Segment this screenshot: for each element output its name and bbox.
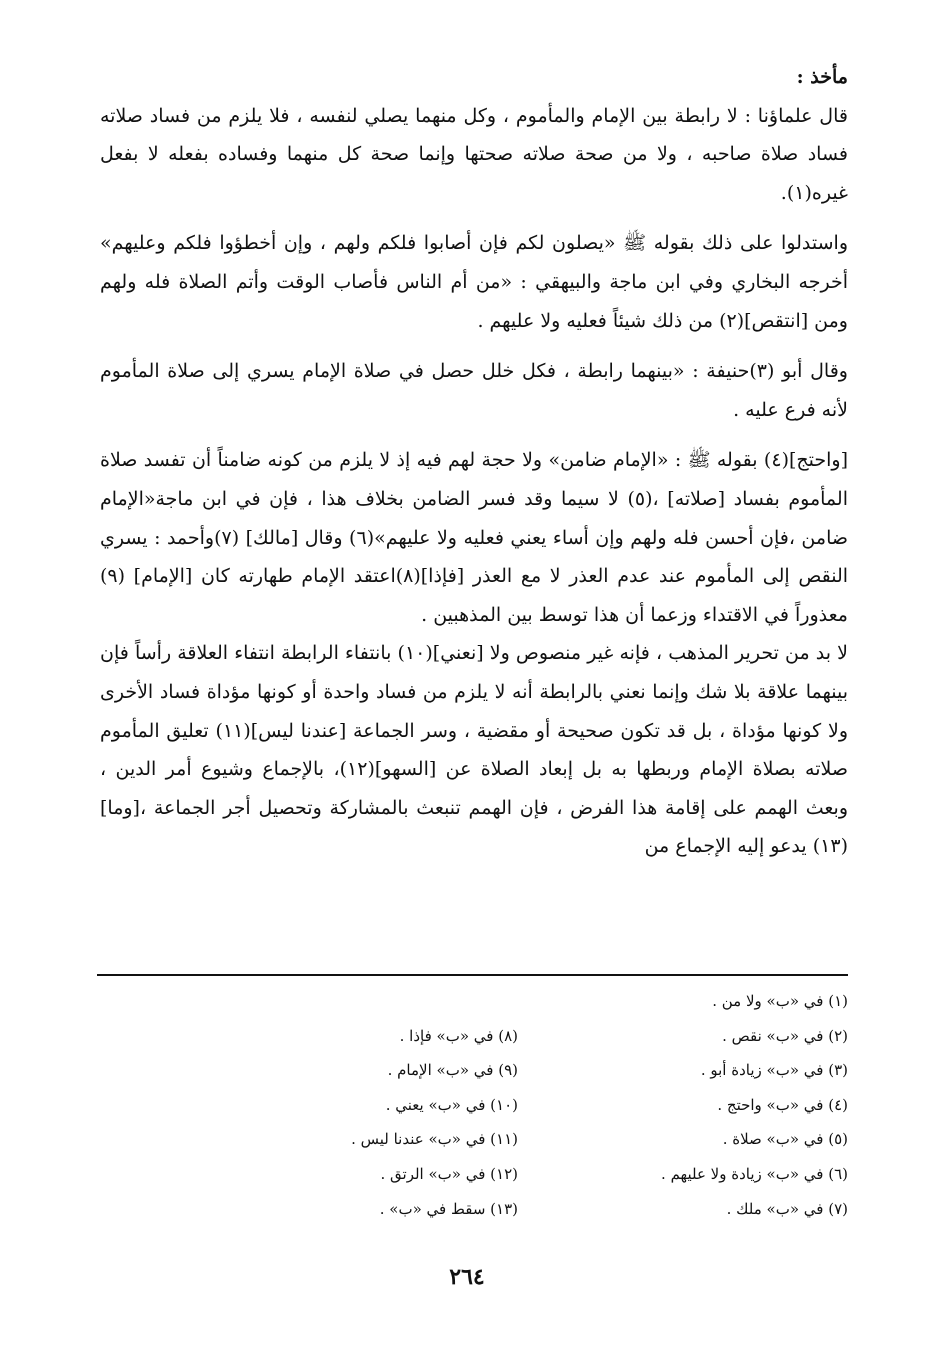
paragraph-3: وقال أبو (٣)حنيفة : «بينهما رابطة ، فكل خلل حصل في صلاة الإمام يسري إلى صلاة المأموم لأنه فرع عليه . bbox=[100, 360, 848, 421]
main-text bbox=[100, 58, 848, 866]
footnote-item: (٣) في «ب» زيادة أبو . bbox=[700, 1061, 848, 1080]
footnote-item: (١) في «ب» ولا من . bbox=[712, 992, 848, 1010]
footnote-separator bbox=[97, 974, 848, 976]
footnote-item: (١١) في «ب» عندنا ليس . bbox=[351, 1130, 518, 1149]
footnote-item: (٧) في «ب» ملك . bbox=[726, 1199, 848, 1218]
footnote-item: (٢) في «ب» نقص . bbox=[722, 1026, 848, 1045]
footnote-item: (٩) في «ب» الإمام . bbox=[387, 1061, 518, 1080]
footnote-item: (٤) في «ب» واحتج . bbox=[717, 1095, 848, 1114]
footnotes-left-column bbox=[351, 1019, 518, 1227]
page-number: ٢٦٤ bbox=[449, 1264, 485, 1290]
footnote-item: (١٢) في «ب» الرتق . bbox=[380, 1164, 518, 1183]
footnote-item: (١٠) في «ب» يعني . bbox=[385, 1095, 518, 1114]
paragraph-5: لا بد من تحرير المذهب ، فإنه غير منصوص ولا [نعني](١٠) بانتفاء الرابطة انتفاء العلاقة رأساً فإن بينهما علاقة بلا شك وإنما نعني بالرابطة أنه لا يلزم من فساد واحدة أو كونها مؤداة فساد الأخرى ولا كونها مؤداة ، بل قد تكون صحيحة أو مقضية ، وسر الجماعة [عندنا ليس](١١) تعليق المأموم صلاته بصلاة الإمام وربطها به بل إبعاد الصلاة عن [السهو](١٢)، بالإجماع وشيوع أمر الدين ، وبعث الهمم على إقامة هذا الفرض ، فإن الهمم تنبعث بالمشاركة وتحصيل أجر الجماعة ،[وما](١٣) يدعو إليه الإجماع من bbox=[100, 642, 848, 858]
footnotes-right-column bbox=[661, 984, 848, 1226]
footnote-item: (١٣) سقط في «ب» . bbox=[379, 1199, 518, 1218]
paragraph-gap bbox=[100, 429, 848, 441]
footnote-item: (٥) في «ب» صلاة . bbox=[722, 1130, 848, 1149]
paragraph-2: واستدلوا على ذلك بقوله ﷺ «يصلون لكم فإن أصابوا فلكم ولهم ، وإن أخطؤوا فلكم وعليهم» أخرجه البخاري وفي ابن ماجة والبيهقي : «من أم الناس فأصاب الوقت وأتم الصلاة فله ولهم ومن [انتقص](٢) من ذلك شيئاً فعليه ولا عليهم . bbox=[100, 232, 848, 332]
paragraph-gap bbox=[100, 340, 848, 352]
footnote-item: (٨) في «ب» فإذا . bbox=[399, 1026, 518, 1045]
paragraph-4: [واحتج](٤) بقوله ﷺ : «الإمام ضامن» ولا حجة لهم فيه إذ لا يلزم من كونه ضامناً أن تفسد صلاة المأموم بفساد [صلاته] ،(٥) لا سيما وقد فسر الضامن بخلاف هذا ، فإن في ابن ماجة«الإمام ضامن ،فإن أحسن فله ولهم وإن أساء يعني فعليه ولا عليهم»(٦) وقال [مالك] (٧)وأحمد : يسري النقص إلى المأموم عند عدم العذر لا مع العذر [فإذا](٨)اعتقد الإمام طهارته كان [الإمام] (٩) معذوراً في الاقتداء وزعما أن هذا توسط بين المذهبين . bbox=[100, 449, 849, 626]
paragraph-1: قال علماؤنا : لا رابطة بين الإمام والمأموم ، وكل منهما يصلي لنفسه ، فلا يلزم من فساد صلاته فساد صلاة صاحبه ، ولا من صحة صلاته صحتها وإنما صحة كل منهما وفساده بفعله لا بفعل غيره(١). bbox=[100, 104, 848, 204]
section-heading: مأخذ : bbox=[796, 66, 848, 88]
paragraph-gap bbox=[100, 212, 848, 224]
footnote-item: (٦) في «ب» زيادة ولا عليهم . bbox=[661, 1164, 848, 1183]
